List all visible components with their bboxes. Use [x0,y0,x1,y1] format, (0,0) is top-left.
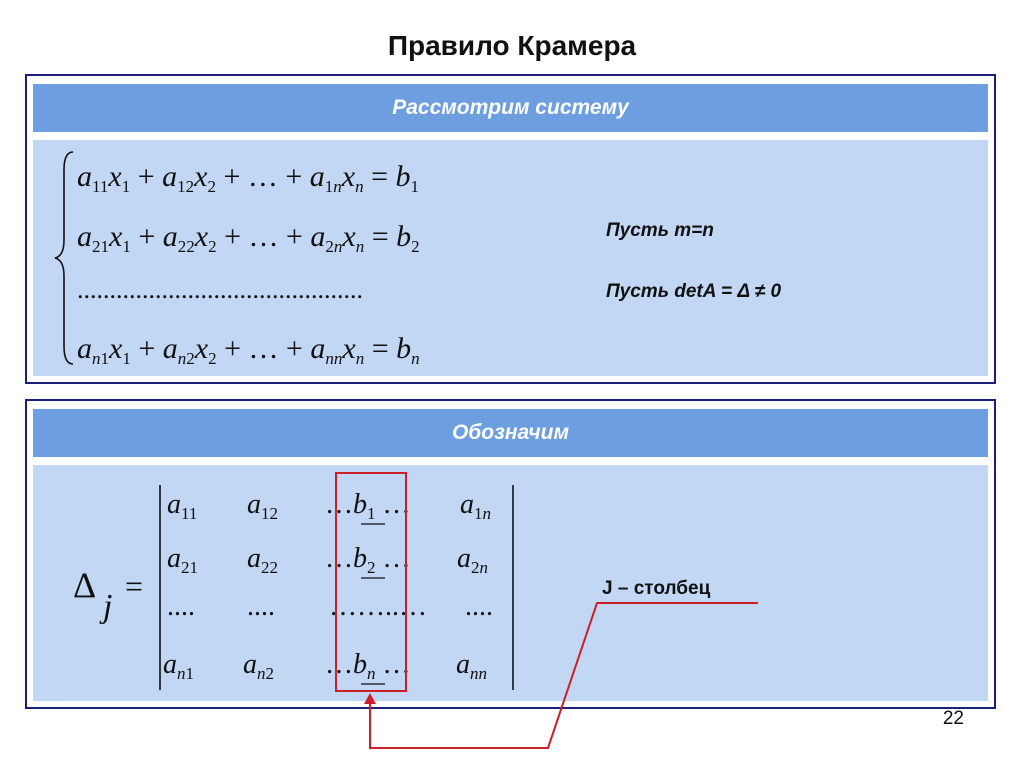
svg-text:an1: $a_{n1}$ [163,649,194,683]
slide-title: Правило Крамера [387,30,637,61]
equation-row-dots: ............................................ [77,275,363,304]
svg-text:a12: $a_{12}$ [247,489,278,523]
svg-text:a21: $a_{21}$ [167,543,198,577]
svg-text:…b1 …: $\dots b_1$ … [325,489,411,523]
svg-text:....: .... [167,591,195,622]
svg-text:a2n: $a_{2n}$ [457,543,488,577]
equation-row-n: $a_{n1}x_1 + a_{n2}x_2$ + … + $a_{nn}x_n = b_n$ [77,332,420,368]
svg-text:a11: $a_{11}$ [167,489,198,523]
system-header: Рассмотрим систему [33,84,988,132]
note-determinant: Пусть detA = Δ ≠ 0 [606,281,782,302]
notation-header: Обозначим [33,409,988,457]
page-number: 22 [942,708,964,729]
delta-index: j [103,588,113,625]
delta-symbol: Δ [73,565,97,605]
svg-text:a1n: $a_{1n}$ [460,489,491,523]
column-label: J – столбец [602,578,711,599]
svg-text:a22: $a_{22}$ [247,543,278,577]
svg-text:....: .... [465,591,493,622]
svg-text:…b2 …: $\dots b_2$ … [325,543,411,577]
svg-text:ann: $a_{nn}$ [456,649,487,683]
svg-text:……..…: ……..… [329,591,427,622]
equation-row-1: $a_{11}x_1 + a_{12}x_2$ + … + $a_{1n}x_n = b_1$ [77,160,420,196]
equals-sign: = [125,568,144,604]
note-square-system: Пусть m=n [606,220,714,241]
svg-text:....: .... [247,591,275,622]
svg-text:…bn …: $\dots b_n$ … [325,649,411,683]
equation-row-2: $a_{21}x_1 + a_{22}x_2$ + … + $a_{2n}x_n = b_2$ [77,220,420,256]
svg-text:an2: $a_{n2}$ [243,649,274,683]
